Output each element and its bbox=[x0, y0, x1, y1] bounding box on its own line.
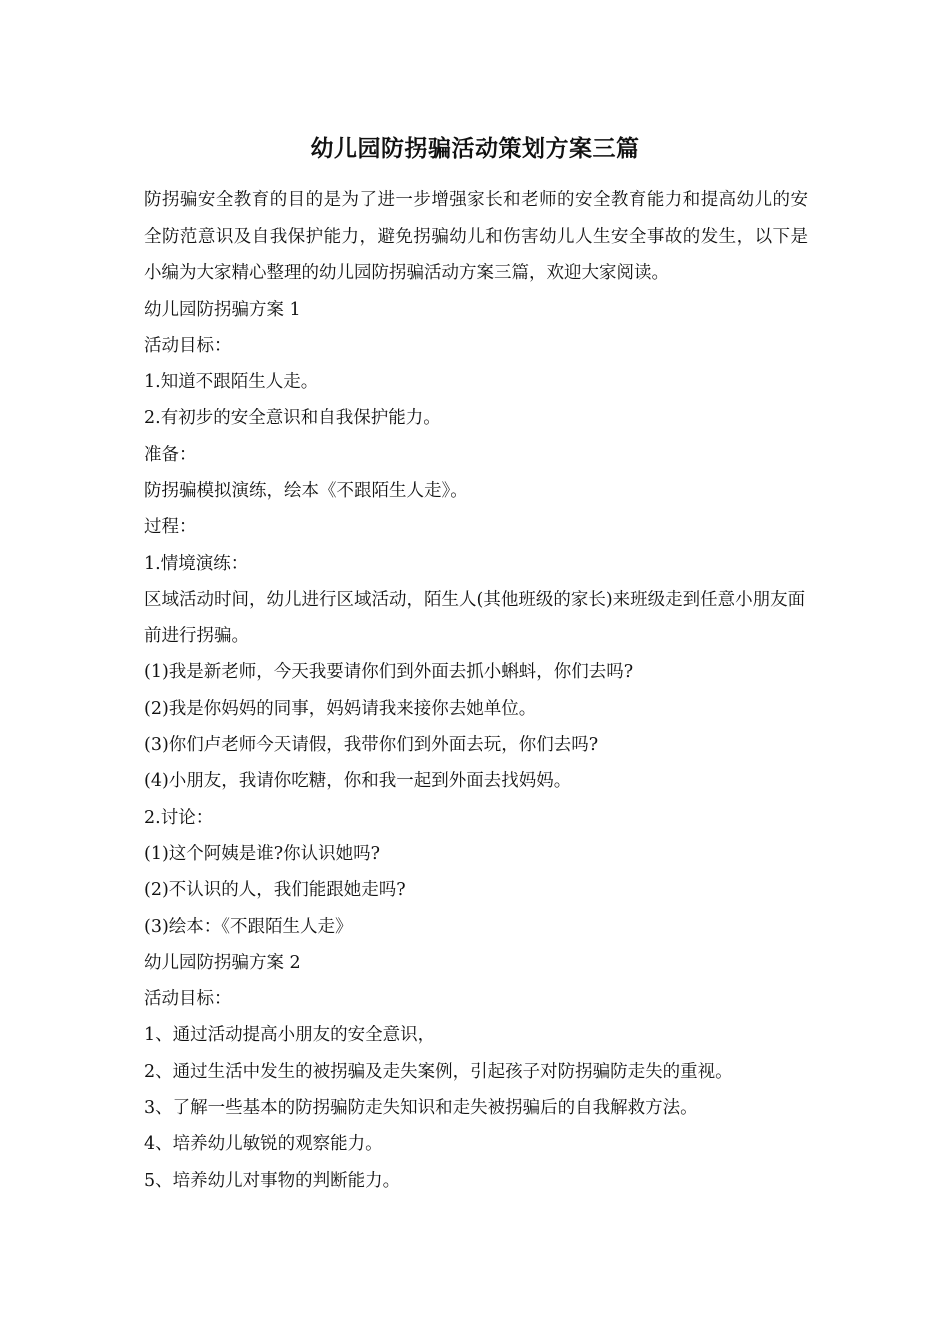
plan1-heading: 幼儿园防拐骗方案 1 bbox=[144, 299, 301, 320]
plan1-question-3: (3)你们卢老师今天请假，我带你们到外面去玩，你们去吗? bbox=[144, 735, 599, 756]
plan2-goal-2: 2、通过生活中发生的被拐骗及走失案例，引起孩子对防拐骗防走失的重视。 bbox=[144, 1061, 733, 1082]
plan1-goal-1: 1.知道不跟陌生人走。 bbox=[144, 372, 319, 393]
plan1-step-1: 1.情境演练： bbox=[144, 553, 249, 574]
plan2-goal-3: 3、了解一些基本的防拐骗防走失知识和走失被拐骗后的自我解救方法。 bbox=[144, 1098, 698, 1119]
plan1-goal-2: 2.有初步的安全意识和自我保护能力。 bbox=[144, 408, 441, 429]
intro-paragraph: 防拐骗安全教育的目的是为了进一步增强家长和老师的安全教育能力和提高幼儿的安全防范意识及自我保护能力，避免拐骗幼儿和伤害幼儿人生安全事故的发生，以下是小编为大家精心整理的幼儿园防拐骗活动方案三篇，欢迎大家阅读。 bbox=[144, 190, 808, 283]
plan1-question-1: (1)我是新老师，今天我要请你们到外面去抓小蝌蚪，你们去吗? bbox=[144, 662, 634, 683]
plan2-heading: 幼儿园防拐骗方案 2 bbox=[144, 952, 301, 973]
plan1-discussion-1: (1)这个阿姨是谁?你认识她吗? bbox=[144, 843, 381, 864]
plan1-goals-label: 活动目标： bbox=[144, 335, 232, 356]
plan1-step-1-description: 区域活动时间，幼儿进行区域活动，陌生人(其他班级的家长)来班级走到任意小朋友面前进行拐骗。 bbox=[144, 589, 806, 647]
document-body bbox=[144, 182, 808, 1199]
plan1-prep-label: 准备： bbox=[144, 444, 197, 465]
plan2-goal-1: 1、通过活动提高小朋友的安全意识， bbox=[144, 1025, 436, 1046]
plan2-goals-label: 活动目标： bbox=[144, 989, 232, 1010]
plan1-discussion-3: (3)绘本：《不跟陌生人走》 bbox=[144, 916, 353, 937]
plan1-question-2: (2)我是你妈妈的同事，妈妈请我来接你去她单位。 bbox=[144, 698, 537, 719]
plan2-goal-4: 4、培养幼儿敏锐的观察能力。 bbox=[144, 1134, 383, 1155]
document-title: 幼儿园防拐骗活动策划方案三篇 bbox=[310, 136, 640, 162]
plan1-discussion-2: (2)不认识的人，我们能跟她走吗? bbox=[144, 880, 406, 901]
plan2-goal-5: 5、培养幼儿对事物的判断能力。 bbox=[144, 1170, 401, 1191]
plan1-process-label: 过程： bbox=[144, 517, 197, 538]
plan1-step-2: 2.讨论： bbox=[144, 807, 214, 828]
plan1-prep-text: 防拐骗模拟演练，绘本《不跟陌生人走》。 bbox=[144, 480, 468, 501]
plan1-question-4: (4)小朋友，我请你吃糖，你和我一起到外面去找妈妈。 bbox=[144, 771, 572, 792]
